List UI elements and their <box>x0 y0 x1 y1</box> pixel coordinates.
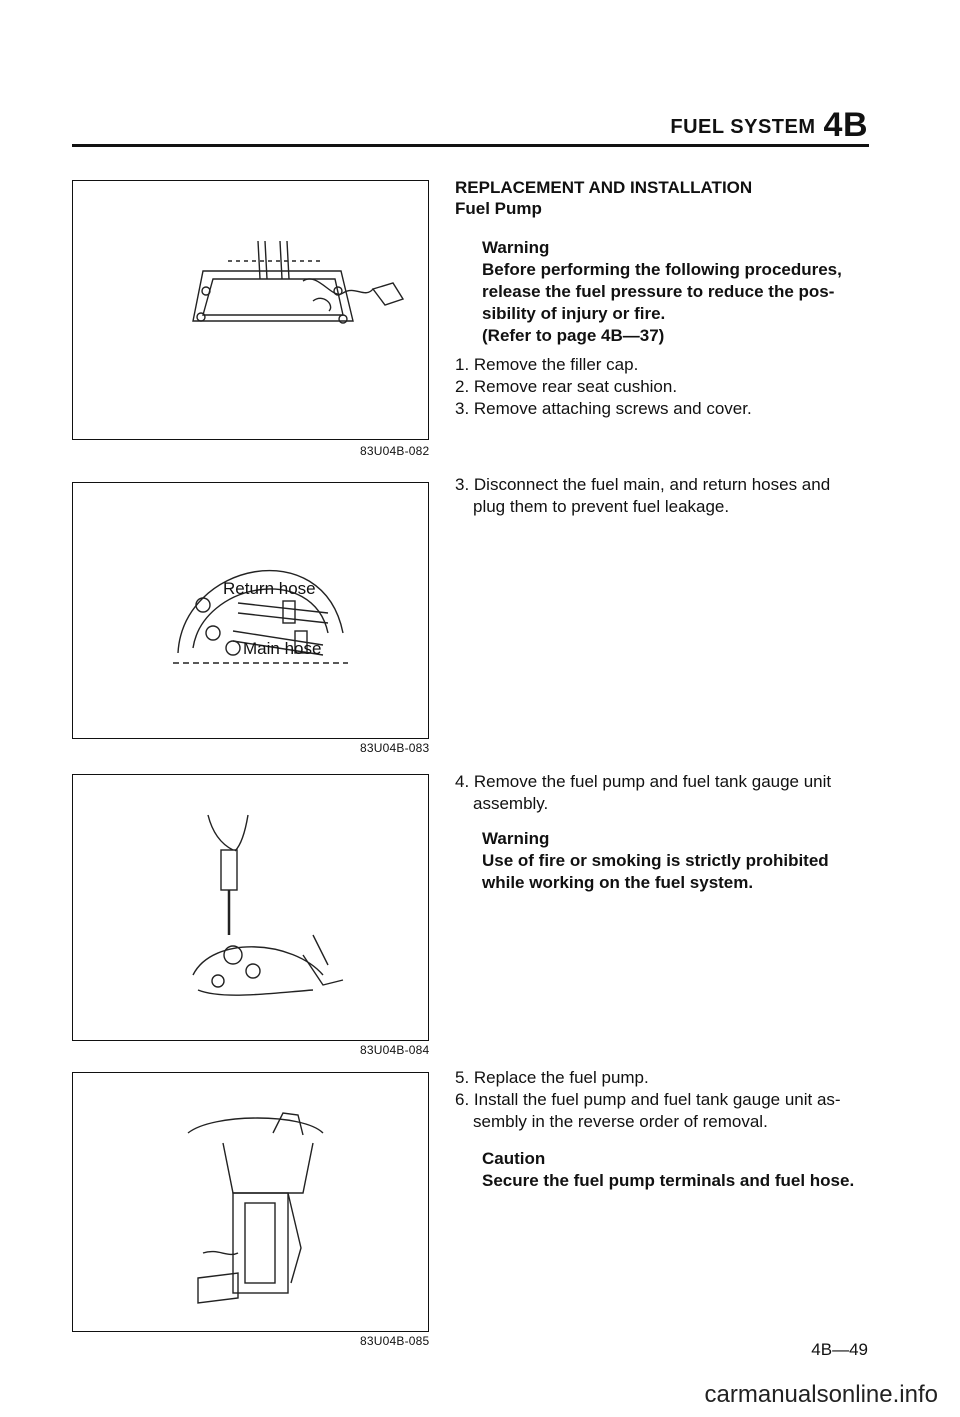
header-section-code: 4B <box>823 106 868 144</box>
header-rule <box>72 144 869 147</box>
figure-caption: 83U04B-082 <box>360 444 430 458</box>
procedure-steps-5-6 <box>455 1067 875 1133</box>
page-header-title <box>670 106 868 145</box>
caution-text: Secure the fuel pump terminals and fuel hose. <box>482 1171 855 1190</box>
section-heading-block <box>455 177 875 219</box>
step-continuation: plug them to prevent fuel leakage. <box>473 497 730 516</box>
pump-removal-illustration <box>73 775 428 1040</box>
warning-line: Before performing the following procedures, <box>482 260 842 279</box>
warning-line: Use of fire or smoking is strictly prohibited <box>482 851 829 870</box>
procedure-steps-1-3 <box>455 354 875 420</box>
figure-caption: 83U04B-083 <box>360 741 430 755</box>
step-item: 4. Remove the fuel pump and fuel tank gauge unit <box>455 772 832 791</box>
warning-line: release the fuel pressure to reduce the pos- <box>482 282 835 301</box>
step-item: 3. Disconnect the fuel main, and return hoses and <box>455 475 831 494</box>
figure-pump-replace <box>72 1072 429 1332</box>
procedure-step-disconnect <box>455 474 875 518</box>
warning-label: Warning <box>482 829 550 848</box>
page-number: 4B—49 <box>811 1340 868 1359</box>
warning-line: while working on the fuel system. <box>482 873 754 892</box>
warning-block <box>455 237 902 347</box>
section-title: REPLACEMENT AND INSTALLATION <box>455 178 753 197</box>
figure-caption: 83U04B-084 <box>360 1043 430 1057</box>
figure-caption: 83U04B-085 <box>360 1334 430 1348</box>
header-title-text: FUEL SYSTEM <box>670 116 816 138</box>
step-item: 3. Remove attaching screws and cover. <box>455 399 752 418</box>
callout-main-hose: Main hose <box>243 639 322 658</box>
pump-replace-illustration <box>73 1073 428 1331</box>
figure-pump-removal <box>72 774 429 1041</box>
warning-label: Warning <box>482 238 550 257</box>
step-item: 5. Replace the fuel pump. <box>455 1068 649 1087</box>
step-item: 1. Remove the filler cap. <box>455 355 639 374</box>
warning-block <box>455 828 902 894</box>
step-continuation: sembly in the reverse order of removal. <box>473 1112 768 1131</box>
hose-illustration <box>73 483 428 738</box>
callout-return-hose: Return hose <box>223 579 316 598</box>
procedure-step-remove-pump <box>455 771 875 815</box>
step-item: 2. Remove rear seat cushion. <box>455 377 678 396</box>
watermark: carmanualsonline.info <box>704 1381 938 1408</box>
cover-illustration <box>73 181 428 439</box>
caution-label: Caution <box>482 1149 546 1168</box>
figure-hoses <box>72 482 429 739</box>
step-continuation: assembly. <box>473 794 549 813</box>
warning-line: (Refer to page 4B—37) <box>482 326 665 345</box>
warning-line: sibility of injury or fire. <box>482 304 666 323</box>
figure-filler-cover <box>72 180 429 440</box>
caution-block <box>455 1148 902 1192</box>
subsection-title: Fuel Pump <box>455 199 542 218</box>
step-item: 6. Install the fuel pump and fuel tank gauge unit as- <box>455 1090 841 1109</box>
